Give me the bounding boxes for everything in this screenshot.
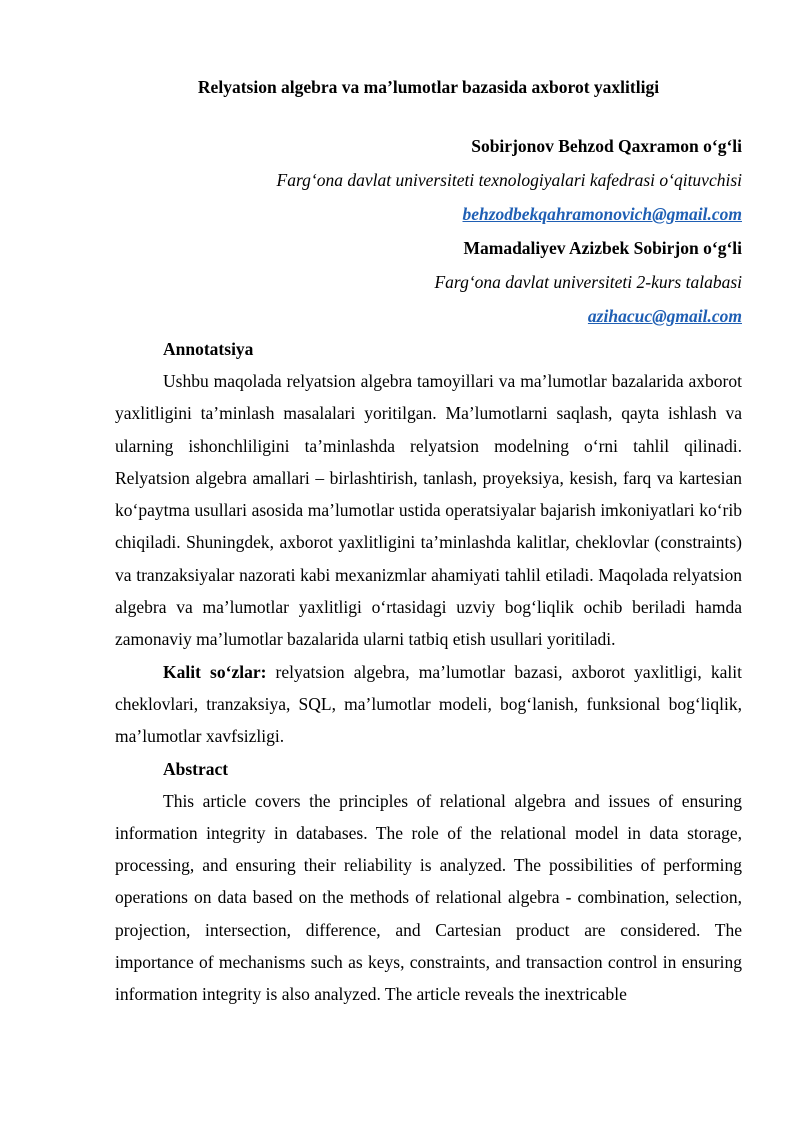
authors-block xyxy=(115,129,742,333)
keywords-label: Kalit so‘zlar: xyxy=(163,661,267,682)
paper-page xyxy=(115,70,742,1011)
author-1-name: Sobirjonov Behzod Qaxramon o‘g‘li xyxy=(471,136,742,156)
abstract-heading: Abstract xyxy=(163,758,229,779)
author-1-email-link[interactable]: behzodbekqahramonovich@gmail.com xyxy=(462,204,742,224)
keywords-paragraph xyxy=(115,656,742,753)
annotation-heading: Annotatsiya xyxy=(163,339,254,359)
keywords-text: relyatsion algebra, ma’lumotlar bazasi, axborot yaxlitligi, kalit cheklovlari, tranzaksiya, SQL, ma’lumotlar modeli, bog‘lanish, funksional bog‘liqlik, ma’lumotlar xavfsizligi. xyxy=(115,661,742,747)
annotation-text: Ushbu maqolada relyatsion algebra tamoyillari va ma’lumotlar bazalarida axborot yaxlitligini ta’minlash masalalari yoritilgan. Ma’lumotlarni saqlash, qayta ishlash va ularning ishonchliligini ta’minlashda relyatsion modelning o‘rni tahlil qilinadi. Relyatsion algebra amallari – birlashtirish, tanlash, proyeksiya, kesish, farq va kartesian ko‘paytma usullari asosida ma’lumotlar ustida operatsiyalar bajarish imkoniyatlari ko‘rib chiqiladi. Shuningdek, axborot yaxlitligini ta’minlashda kalitlar, cheklovlar (constraints) va tranzaksiyalar nazorati kabi mexanizmlar ahamiyati tahlil etiladi. Maqolada relyatsion algebra va ma’lumotlar yaxlitligi o‘rtasidagi uzviy bog‘liqlik ochib beriladi hamda zamonaviy ma’lumotlar bazalarida ularni tatbiq etish usullari yoritiladi. xyxy=(115,371,742,650)
abstract-text: This article covers the principles of relational algebra and issues of ensuring information integrity in databases. The role of the relational model in data storage, processing, and ensuring their reliability is analyzed. The possibilities of performing operations on data based on the methods of relational algebra - combination, selection, projection, intersection, difference, and Cartesian product are considered. The importance of mechanisms such as keys, constraints, and transaction control in ensuring information integrity is also analyzed. The article reveals the inextricable xyxy=(115,790,742,1005)
author-2-name: Mamadaliyev Azizbek Sobirjon o‘g‘li xyxy=(463,238,742,258)
author-2-email-link[interactable]: azihacuc@gmail.com xyxy=(587,306,742,326)
paper-title: Relyatsion algebra va ma’lumotlar bazasida axborot yaxlitligi xyxy=(197,77,660,97)
author-1-affiliation: Farg‘ona davlat universiteti texnologiyalari kafedrasi o‘qituvchisi xyxy=(276,170,742,190)
author-2-affiliation: Farg‘ona davlat universiteti 2-kurs talabasi xyxy=(434,272,742,292)
